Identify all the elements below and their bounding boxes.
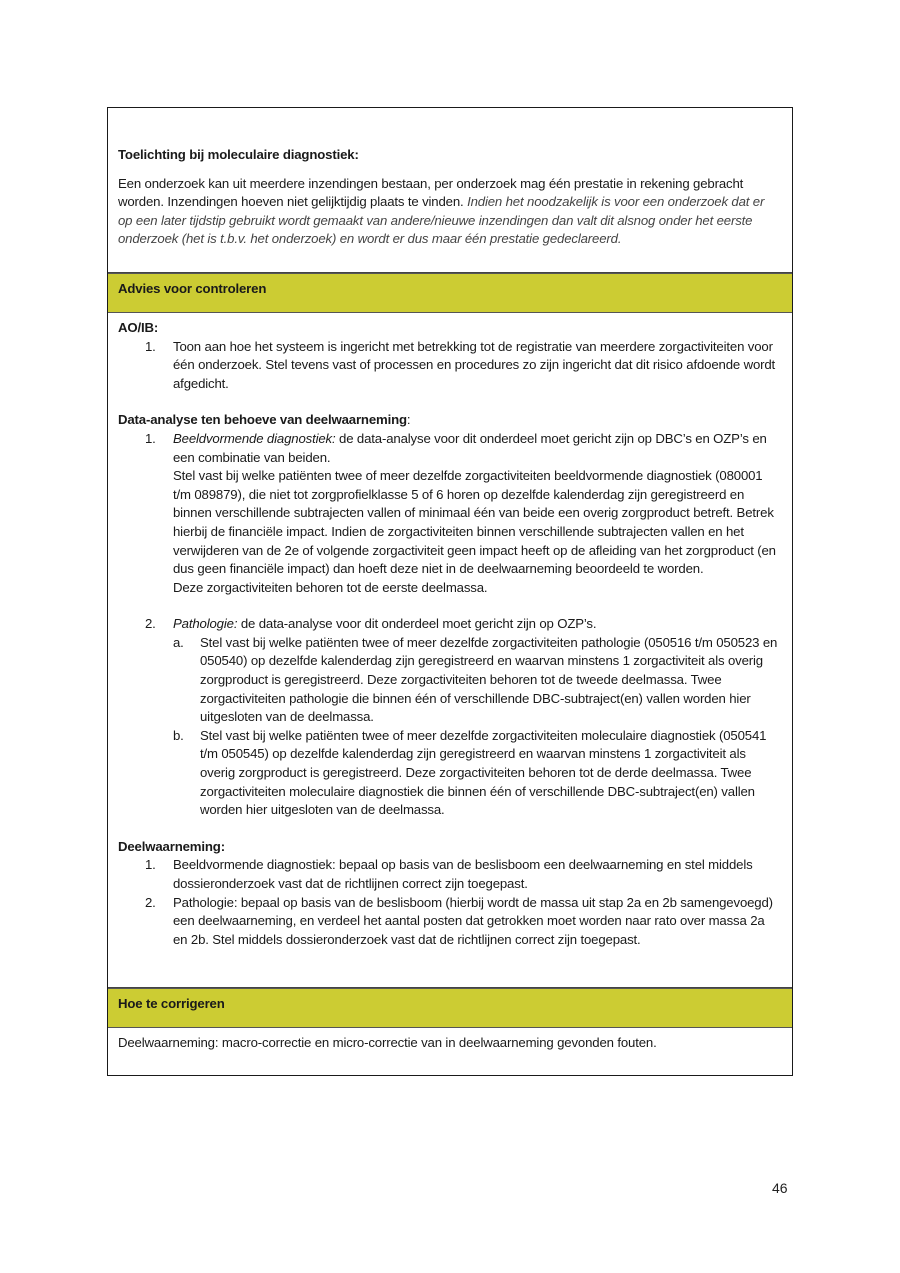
list-item-label: Pathologie:	[173, 616, 238, 632]
sublist-item	[173, 634, 782, 727]
advies-section	[108, 313, 792, 988]
list-item	[118, 338, 782, 394]
list-marker: 2.	[145, 894, 156, 910]
list-item-text: Beeldvormende diagnostiek: bepaal op basis van de beslisboom een deelwaarneming en stel middels dossieronderzoek vast dat de richtlijnen correct zijn toegepast.	[173, 857, 753, 891]
list-item	[118, 856, 782, 893]
list-marker: 1.	[145, 857, 156, 873]
list-marker: 1.	[145, 430, 156, 446]
sublist-item	[173, 727, 782, 820]
deelwaarneming-heading: Deelwaarneming:	[118, 838, 225, 854]
list-item-label: Beeldvormende diagnostiek:	[173, 430, 336, 446]
sublist-marker: a.	[173, 634, 184, 650]
data-analyse-heading-text: Data-analyse ten behoeve van deelwaarneming	[118, 412, 407, 428]
advies-header-label: Advies voor controleren	[118, 280, 267, 296]
corrigeren-text: Deelwaarneming: macro-correctie en micro-correctie van in deelwaarneming gevonden fouten.	[118, 1035, 657, 1051]
list-item-text: de data-analyse voor dit onderdeel moet gericht zijn op DBC’s en OZP’s en een combinatie van beiden.	[173, 430, 767, 465]
corrigeren-header-label: Hoe te corrigeren	[118, 996, 225, 1012]
list-marker: 1.	[145, 338, 156, 354]
list-item-text: Toon aan hoe het systeem is ingericht met betrekking tot de registratie van meerdere zorgactiviteiten voor één onderzoek. Stel tevens vast of processen en procedures zo zijn ingericht dat dit risico afdoende wordt afgedicht.	[173, 338, 776, 391]
data-analyse-heading	[118, 411, 782, 430]
intro-italic-text: Indien het noodzakelijk is voor een onderzoek dat er op een later tijdstip gebruikt wordt gemaakt van andere/nieuwe inzendingen dan valt dit alsnog onder het eerste onderzoek (het is t.b.v. het onderzoek) en wordt er dus maar één prestatie gedeclareerd.	[118, 194, 765, 247]
aoib-group	[118, 319, 782, 393]
list-item-para-1	[173, 615, 782, 634]
list-item-para-3: Deze zorgactiviteiten behoren tot de eerste deelmassa.	[173, 579, 488, 595]
intro-heading: Toelichting bij moleculaire diagnostiek:	[118, 147, 359, 162]
list-marker: 2.	[145, 616, 156, 632]
page-number: 46	[772, 1180, 788, 1196]
advies-header	[108, 273, 792, 313]
data-analyse-group	[118, 411, 782, 819]
list-item-text: Pathologie: bepaal op basis van de beslisboom (hierbij wordt de massa uit stap 2a en 2b samengevoegd) een deelwaarneming, en verdeel het aantal posten dat getrokken moet worden naar rato over massa 2a en 2b. Stel middels dossieronderzoek vast dat de richtlijnen correct zijn toegepast.	[173, 894, 773, 947]
corrigeren-header	[108, 988, 792, 1028]
pathologie-sublist	[173, 634, 782, 820]
corrigeren-section	[108, 1028, 792, 1075]
aoib-list	[118, 338, 782, 394]
intro-paragraph	[118, 175, 782, 249]
content-table	[107, 107, 793, 1076]
data-analyse-list	[118, 430, 782, 820]
list-item	[118, 615, 782, 820]
deelwaarneming-list	[118, 856, 782, 949]
intro-section	[108, 108, 792, 273]
list-item	[118, 430, 782, 615]
deelwaarneming-group	[118, 838, 782, 950]
aoib-heading: AO/IB:	[118, 319, 159, 335]
sublist-item-text: Stel vast bij welke patiënten twee of meer dezelfde zorgactiviteiten pathologie (050516 t/m 050523 en 050540) op dezelfde kalenderdag zijn geregistreerd en waarvan minstens 1 zorgactiviteit als overig zorgproduct is geregistreerd. Deze zorgactiviteiten behoren tot de tweede deelmassa. Twee zorgactiviteiten pathologie die binnen één of verschillende DBC-subtraject(en) vallen worden hier uitgesloten van de deelmassa.	[200, 634, 778, 725]
sublist-marker: b.	[173, 727, 184, 743]
sublist-item-text: Stel vast bij welke patiënten twee of meer dezelfde zorgactiviteiten moleculaire diagnostiek (050541 t/m 050545) op dezelfde kalenderdag zijn geregistreerd en waarvan minstens 1 zorgactiviteit als overig zorgproduct is geregistreerd. Deze zorgactiviteiten behoren tot de derde deelmassa. Twee zorgactiviteiten moleculaire diagnostiek die binnen één of verschillende DBC-subtraject(en) vallen worden hier uitgesloten van de deelmassa.	[200, 727, 767, 818]
list-item	[118, 894, 782, 950]
data-analyse-heading-colon: :	[406, 412, 411, 428]
list-item-para-1	[173, 430, 782, 467]
list-item-para-2: Stel vast bij welke patiënten twee of meer dezelfde zorgactiviteiten beeldvormende diagnostiek (080001 t/m 089879), die niet tot zorgprofielklasse 5 of 6 horen op dezelfde kalenderdag zijn geregistreerd en binnen verschillende subtrajecten vallen of minimaal één van beide een overig zorgproduct betreft. Betrek hierbij de financiële impact. Indien de zorgactiviteiten binnen verschillende subtrajecten vallen en het verwijderen van de 2e of volgende zorgactiviteit geen impact heeft op de afleiding van het zorgproduct (en dus geen financiële impact) dan hoeft deze niet in de deelwaarneming beoordeeld te worden.	[173, 468, 776, 577]
intro-text: Een onderzoek kan uit meerdere inzendingen bestaan, per onderzoek mag één prestatie in rekening gebracht worden. Inzendingen hoeven niet gelijktijdig plaats te vinden.	[118, 175, 744, 210]
list-item-text: de data-analyse voor dit onderdeel moet gericht zijn op OZP’s.	[237, 616, 597, 632]
